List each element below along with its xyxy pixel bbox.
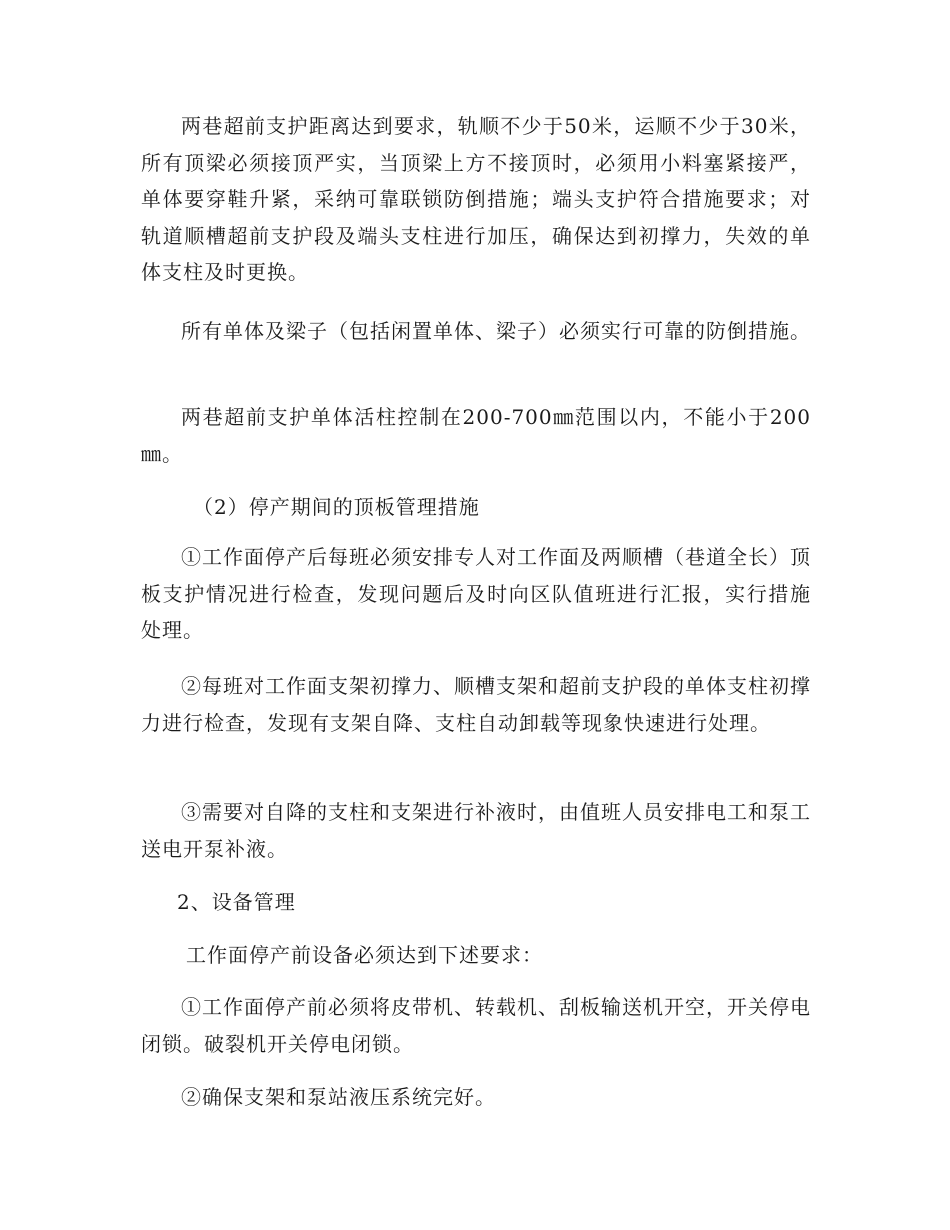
paragraph-anti-toppling-measures: 所有单体及梁子（包括闲置单体、梁子）必须实行可靠的防倒措施。 xyxy=(181,319,811,343)
list-item-conveyor-lockout: ①工作面停产前必须将皮带机、转载机、刮板输送机开空，开关停电闭锁。破裂机开关停电闭锁。 xyxy=(141,995,811,1056)
paragraph-prop-range: 两巷超前支护单体活柱控制在200-700㎜范围以内，不能小于200㎜。 xyxy=(141,405,811,466)
paragraph-equipment-requirements-intro: 工作面停产前设备必须达到下述要求： xyxy=(186,943,543,967)
section-heading-roof-management: （2）停产期间的顶板管理措施 xyxy=(193,495,480,519)
paragraph-advance-support-requirements: 两巷超前支护距离达到要求，轨顺不少于50米，运顺不少于30米，所有顶梁必须接顶严实，当顶梁上方不接顶时，必须用小料塞紧接严，单体要穿鞋升紧，采纳可靠联锁防倒措施；端头支护符合措施要求；对轨道顺槽超前支护段及端头支柱进行加压，确保达到初撑力，失效的单体支柱及时更换。 xyxy=(141,114,811,284)
list-item-hydraulic-system: ②确保支架和泵站液压系统完好。 xyxy=(181,1085,496,1109)
list-item-setting-load-check: ②每班对工作面支架初撑力、顺槽支架和超前支护段的单体支柱初撑力进行检查，发现有支架自降、支柱自动卸载等现象快速进行处理。 xyxy=(141,674,811,735)
list-item-fluid-replenishment: ③需要对自降的支柱和支架进行补液时，由值班人员安排电工和泵工送电开泵补液。 xyxy=(141,800,811,861)
list-item-roof-inspection: ①工作面停产后每班必须安排专人对工作面及两顺槽（巷道全长）顶板支护情况进行检查，发现问题后及时向区队值班进行汇报，实行措施处理。 xyxy=(141,545,811,642)
section-heading-equipment-management: 2、设备管理 xyxy=(177,890,296,914)
